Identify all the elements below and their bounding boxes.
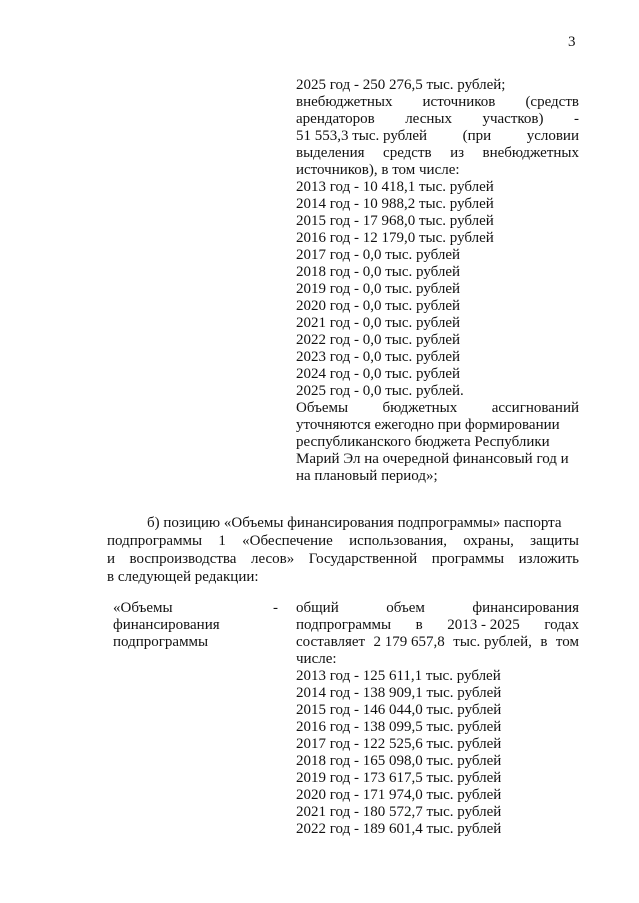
paragraph-b-line-4: в следующей редакции: [107,569,259,585]
total-line-1: общий объем финансирования [296,600,579,616]
label-line-1: «Объемы - [113,600,278,616]
year-line: 2021 год - 180 572,7 тыс. рублей [296,804,502,820]
paragraph-b [107,514,579,586]
extra-budget-line-1: внебюджетных источников (средств [296,94,579,110]
year-line: 2018 год - 165 098,0 тыс. рублей [296,753,502,769]
year-line: 2018 год - 0,0 тыс. рублей [296,264,461,280]
table-left-label [113,600,278,651]
total-line-3: составляет 2 179 657,8 тыс. рублей, в том [296,634,579,650]
year-line: 2022 год - 0,0 тыс. рублей [296,332,461,348]
note-line: республиканского бюджета Республики [296,434,550,450]
year-line: 2014 год - 10 988,2 тыс. рублей [296,196,494,212]
paragraph-b-line-1: б) позицию «Объемы финансирования подпрограммы» паспорта [147,515,562,531]
year-line: 2019 год - 0,0 тыс. рублей [296,281,461,297]
year-line: 2017 год - 122 525,6 тыс. рублей [296,736,502,752]
year-line: 2014 год - 138 909,1 тыс. рублей [296,685,502,701]
year-line: 2022 год - 189 601,4 тыс. рублей [296,821,502,837]
paragraph-b-line-3: и воспроизводства лесов» Государственной программы изложить [107,551,579,567]
total-line-4: числе: [296,651,337,667]
year-line: 2024 год - 0,0 тыс. рублей [296,366,461,382]
extra-budget-line-3: 51 553,3 тыс. рублей (при условии [296,128,579,144]
year-line: 2015 год - 17 968,0 тыс. рублей [296,213,494,229]
paragraph-b-line-2: подпрограммы 1 «Обеспечение использования, охраны, защиты [107,533,579,549]
label-line: подпрограммы [113,634,209,650]
year-line: 2020 год - 171 974,0 тыс. рублей [296,787,502,803]
year-line: 2017 год - 0,0 тыс. рублей [296,247,461,263]
year-line: 2021 год - 0,0 тыс. рублей [296,315,461,331]
year-line: 2015 год - 146 044,0 тыс. рублей [296,702,502,718]
year-line: 2023 год - 0,0 тыс. рублей [296,349,461,365]
year-line: 2025 год - 0,0 тыс. рублей. [296,383,464,399]
year-line: 2016 год - 138 099,5 тыс. рублей [296,719,502,735]
funding-sources-block [296,77,579,485]
year-line: 2013 год - 125 611,1 тыс. рублей [296,668,501,684]
table-right-values [296,600,579,838]
year-line: 2013 год - 10 418,1 тыс. рублей [296,179,494,195]
note-line-1: Объемы бюджетных ассигнований [296,400,579,416]
extra-budget-line-2: арендаторов лесных участков) - [296,111,579,127]
line-2025-total: 2025 год - 250 276,5 тыс. рублей; [296,77,506,93]
year-line: 2020 год - 0,0 тыс. рублей [296,298,461,314]
year-line: 2019 год - 173 617,5 тыс. рублей [296,770,502,786]
note-line: уточняются ежегодно при формировании [296,417,560,433]
note-line: Марий Эл на очередной финансовый год и [296,451,569,467]
note-line: на плановый период»; [296,468,438,484]
extra-budget-line-4: выделения средств из внебюджетных [296,145,579,161]
page-number: 3 [568,34,576,50]
year-line: 2016 год - 12 179,0 тыс. рублей [296,230,494,246]
label-line: финансирования [113,617,220,633]
total-line-2: подпрограммы в 2013 - 2025 годах [296,617,579,633]
extra-budget-line-5: источников), в том числе: [296,162,460,178]
